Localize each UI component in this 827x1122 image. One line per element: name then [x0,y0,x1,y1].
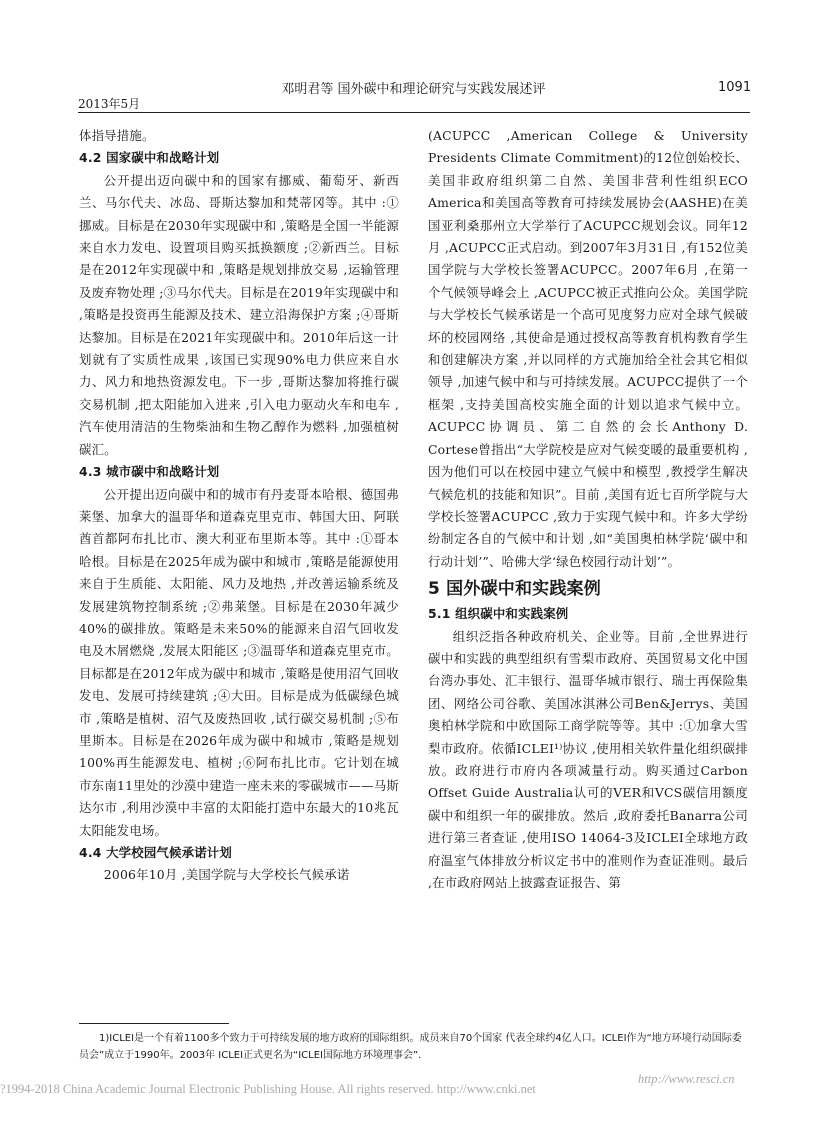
intro-paragraph: 体指导措施。 [79,128,155,143]
watermark-url: http://www.resci.cn [638,1072,735,1086]
header-rule [78,112,750,113]
paragraph-5-1: 组织泛指各种政府机关、企业等。目前 ,全世界进行碳中和实践的典型组织有雪梨市政府、英国贸易文化中国台湾办事处、汇丰银行、温哥华城市银行、瑞士再保险集团、网络公司谷歌、美国冰淇淋公司Ben&Jerrys、美国奥柏林学院和中欧国际工商学院等等。其中 :①加拿大雪梨市政府。依循ICLEI¹⁾协议 ,使用相关软件量化组织碳排放。政府进行市府内各项减量行动。购买通过Carbon Offset Guide Australia认可的VER和VCS碳信用额度碳中和组织一年的碳排放。然后 ,政府委托Banarra公司进行第三者查证 ,使用ISO 14064-3及ICLEI全球地方政府温室气体排放分析议定书中的准则作为查证准则。最后 ,在市政府网站上披露查证报告、第 [428,628,748,890]
heading-4-2: 4.2 国家碳中和战略计划 [79,150,220,166]
paragraph-4-4: 2006年10月 ,美国学院与大学校长气候承诺 [103,867,350,883]
footnote: 1)ICLEI是一个有着1100多个致力于可持续发展的地方政府的国际组织。成员来自70个国家 代表全球约4亿人口。ICLEI作为“地方环境行动国际委员会”成立于1990年。2003年 ICLEI正式更名为“ICLEI国际地方环境理事会”. [79,1033,742,1061]
paragraph-4-3: 公开提出迈向碳中和的城市有丹麦哥本哈根、德国弗莱堡、加拿大的温哥华和道森克里克市、韩国大田、阿联酋首都阿布扎比市、澳大利亚布里斯本等。其中 :①哥本哈根。目标是在2025年成为碳中和城市 ,策略是能源使用来自于生质能、太阳能、风力及地热 ,并改善运输系统及发展建筑物控制系统 ;②弗莱堡。目标是在2030年减少40%的碳排放。策略是未来50%的能源来自沼气回收发电及木屑燃烧 ,发展太阳能区 ;③温哥华和道森克里克市。目标都是在2012年成为碳中和城市 ,策略是使用沼气回收发电、发展可持续建筑 ;④大田。目标是成为低碳绿色城市 ,策略是植树、沼气及废热回收 ,试行碳交易机制 ;⑤布里斯本。目标是在2026年成为碳中和城市 ,策略是规划100%再生能源发电、植树 ;⑥阿布扎比市。它计划在城市东南11里处的沙漠中建造一座未来的零碳城市——马斯达尔市 ,利用沙漠中丰富的太阳能打造中东最大的10兆瓦太阳能发电场。 [79,486,399,838]
heading-section-5: 5 国外碳中和实践案例 [428,579,601,600]
running-title: 邓明君等 国外碳中和理论研究与实践发展述评 [281,82,546,97]
right-column [428,125,748,894]
issue-date: 2013年5月 [78,97,141,111]
paragraph-continued: (ACUPCC ,American College & University Presidents Climate Commitment)的12位创始校长、美国非政府组织第二自然、美国非营利性组织ECO America和美国高等教育可持续发展协会(AASHE)在美国亚利桑那州立大学举行了ACUPCC规划会议。同年12月 ,ACUPCC正式启动。到2007年3月31日 ,有152位美国学院与大学校长签署ACUPCC。2007年6月 ,在第一个气候领导峰会上 ,ACUPCC被正式推向公众。美国学院与大学校长气候承诺是一个高可见度努力应对全球气候破坏的校园网络 ,其使命是通过授权高等教育机构教育学生和创建解决方案 ,并以同样的方式施加给全社会其它相似领导 ,加速气候中和与可持续发展。ACUPCC提供了一个框架 ,支持美国高校实施全面的计划以追求气候中立。ACUPCC协调员、第二自然的会长Anthony D. Cortese曾指出“大学院校是应对气候变暖的最重要机构 ,因为他们可以在校园中建立气候中和模型 ,教授学生解决气候危机的技能和知识”。目前 ,美国有近七百所学院与大学校长签署ACUPCC ,致力于实现气候中和。许多大学纷纷制定各自的气候中和计划 ,如“美国奥柏林学院‘碳中和行动计划’”、哈佛大学‘绿色校园行动计划’”。 [428,128,748,569]
left-column [79,125,399,887]
page-number: 1091 [718,80,752,95]
heading-5-1: 5.1 组织碳中和实践案例 [428,606,569,622]
heading-4-3: 4.3 城市碳中和战略计划 [79,464,220,480]
copyright-notice: ?1994-2018 China Academic Journal Electronic Publishing House. All rights reserved. http://www.cnki.net [0,1082,536,1096]
paragraph-4-2: 公开提出迈向碳中和的国家有挪威、葡萄牙、新西兰、马尔代夫、冰岛、哥斯达黎加和梵蒂冈等。其中 :①挪威。目标是在2030年实现碳中和 ,策略是全国一半能源来自水力发电、设置项目购买抵换额度 ;②新西兰。目标是在2012年实现碳中和 ,策略是规划排放交易 ,运输管理及废弃物处理 ;③马尔代夫。目标是在2019年实现碳中和 ,策略是投资再生能源及技术、建立沿海保护方案 ;④哥斯达黎加。目标是在2021年实现碳中和。2010年后这一计划就有了实质性成果 ,该国已实现90%电力供应来自水力、风力和地热资源发电。下一步 ,哥斯达黎加将推行碳交易机制 ,把太阳能加入进来 ,引入电力驱动火车和电车 ,汽车使用清洁的生物柴油和生物乙醇作为燃料 ,加强植树碳汇。 [79,172,399,457]
heading-4-4: 4.4 大学校园气候承诺计划 [79,845,232,860]
footnote-rule [79,1023,229,1024]
